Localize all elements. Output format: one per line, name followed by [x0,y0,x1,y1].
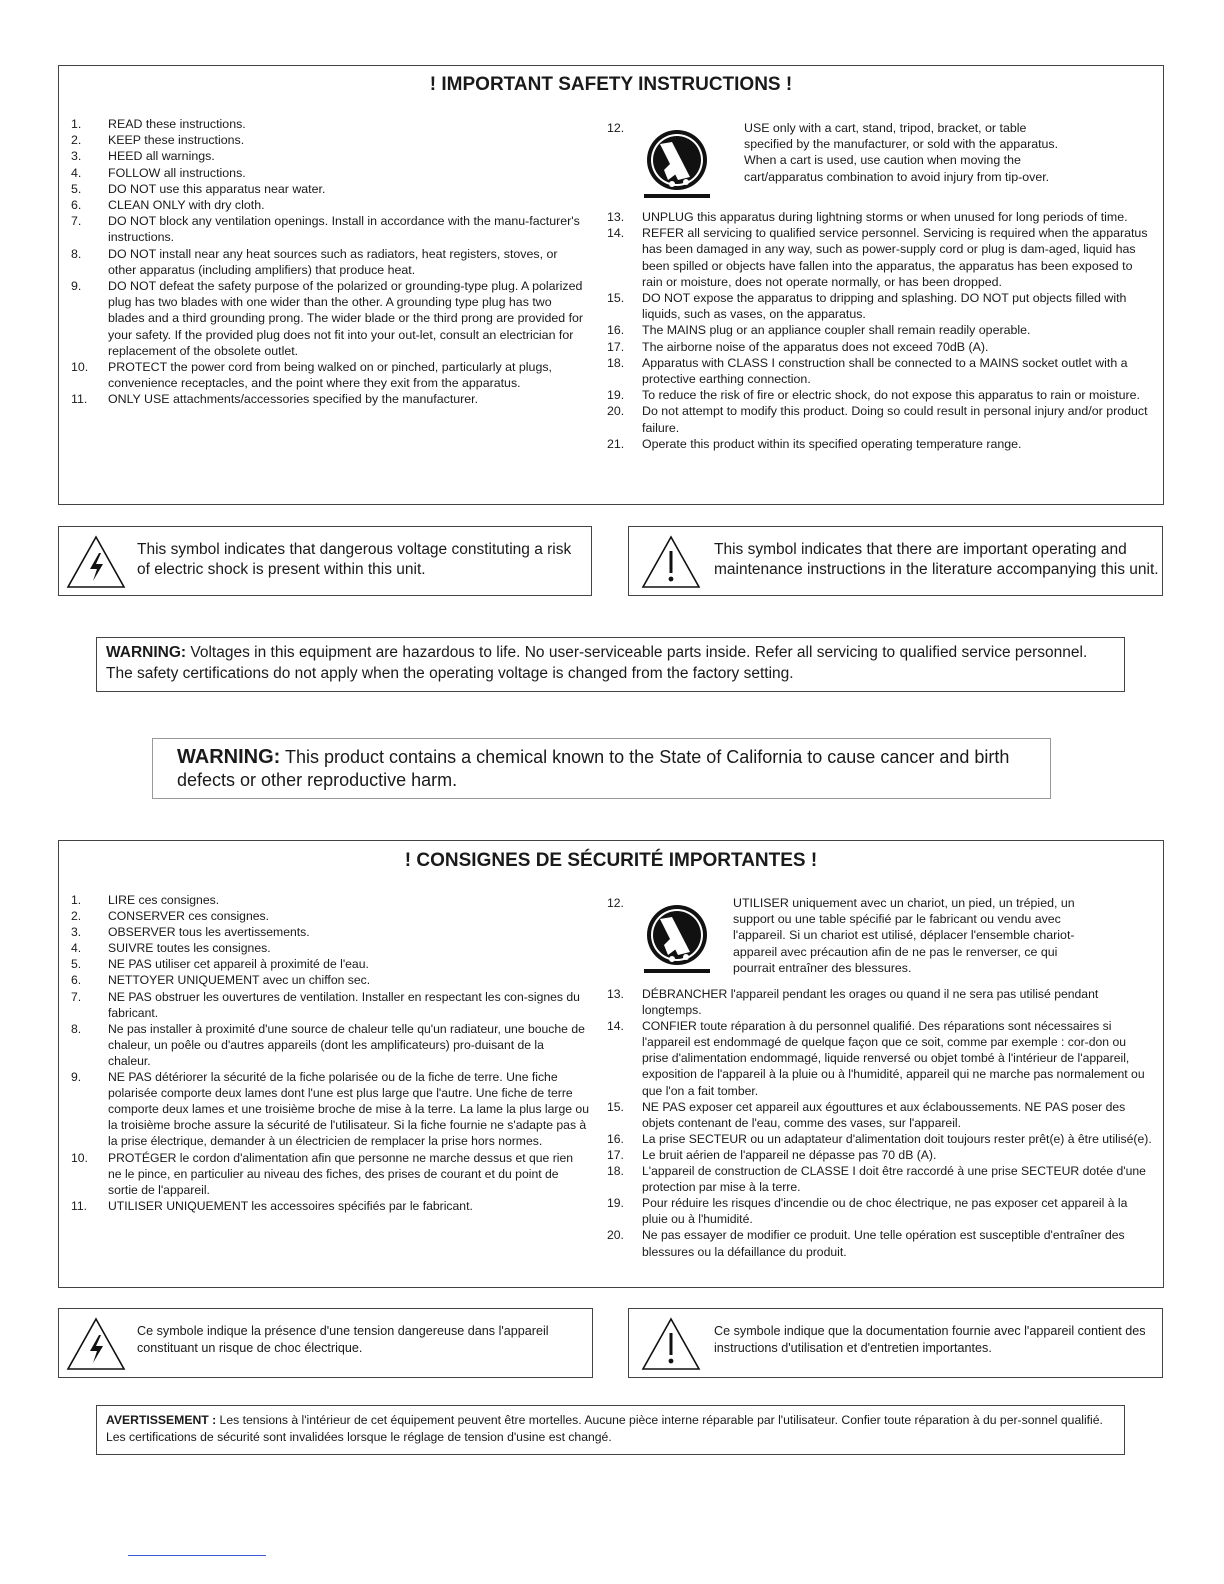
voltage-warning-text: WARNING: Voltages in this equipment are hazardous to life. No user-serviceable parts inside. Refer all servicing to qualified service personnel. The safety certifications do not apply when the operating voltage is changed from the factory setting. [106,644,1088,682]
caution-exclamation-icon [641,535,701,589]
list-item-cart: 12. USE only with a cart, stand, tripod, bracket, or table specified by the manufacturer, or sold with the apparatus. When a cart is used, use caution when moving the cart/apparatus combination to avoid injury from tip-over. [607,120,1152,209]
list-item: 9. NE PAS détériorer la sécurité de la fiche polarisée ou de la fiche de terre. Une fiche polarisée comporte deux lames dont l'une est plus large que l'autre. Une fiche de terre comporte deux lames et une troisième broche de mise à la terre. La lame la plus large ou la troisième broche assure la sécurité de l'utilisateur. Si la fiche fournie ne s'adapte pas à la prise électrique, demander à un électricien de remplacer la prise hors normes. [71,1070,589,1149]
divider-line [128,1555,266,1556]
list-item: 3. HEED all warnings. [71,149,215,164]
avertissement-text: AVERTISSEMENT : Les tensions à l'intérieur de cet équipement peuvent être mortelles. Aucune pièce interne réparable par l'utilisateur. Confier toute réparation à du per-sonnel qualifié. Les certifications de sécurité sont invalidées lorsque le réglage de tension d'usine est changé. [106,1413,1103,1444]
list-item: 14. REFER all servicing to qualified service personnel. Servicing is required when the apparatus has been damaged in any way, such as power-supply cord or plug is dam-aged, liquid has been spilled or objects have fallen into the apparatus, the apparatus has been exposed to rain or moisture, does not operate normally, or has been dropped. [607,226,1148,289]
caution-exclamation-icon [641,1317,701,1371]
list-item: 1. READ these instructions. [71,117,246,131]
list-item: 17. The airborne noise of the apparatus does not exceed 70dB (A). [607,339,989,354]
list-item: 16. La prise SECTEUR ou un adaptateur d'alimentation doit toujours rester prêt(e) à être utilisé(e). [607,1131,1152,1146]
list-item: 5. DO NOT use this apparatus near water. [71,181,326,196]
list-item: 11. ONLY USE attachments/accessories specified by the manufacturer. [71,392,479,407]
list-item: 1. LIRE ces consignes. [71,893,220,907]
list-item: 5. NE PAS utiliser cet appareil à proximité de l'eau. [71,957,369,972]
list-item: 21. Operate this product within its specified operating temperature range. [607,436,1022,451]
caution-symbol-text: Ce symbole indique que la documentation fournie avec l'appareil contient des instructions d'utilisation et d'entretien importantes. [714,1324,1146,1355]
list-item: 15. DO NOT expose the apparatus to dripping and splashing. DO NOT put objects filled with liquids, such as vases, on the apparatus. [607,291,1127,322]
voltage-warning-box [96,637,1125,692]
safety-instructions-box [58,65,1164,505]
list-item: 2. KEEP these instructions. [71,133,245,148]
cart-warning-text: UTILISER uniquement avec un chariot, un pied, un trépied, un support ou une table spécifié par le fabricant ou vendu avec l'appareil. Si un chariot est utilisé, déplacer l'ensemble chariot-appareil avec précaution afin de ne pas le renverser, ce qui pourrait entraîner des blessures. [733,896,1075,975]
shock-symbol-box-fr [58,1308,593,1378]
caution-symbol-box [628,526,1163,596]
shock-symbol-box [58,526,592,596]
caution-symbol-box-fr [628,1308,1163,1378]
list-item: 13. DÉBRANCHER l'appareil pendant les orages ou quand il ne sera pas utilisé pendant longtemps. [607,987,1099,1018]
list-item: 19. To reduce the risk of fire or electric shock, do not expose this apparatus to rain or moisture. [607,388,1140,403]
list-item: 18. L'appareil de construction de CLASSE I doit être raccordé à une prise SECTEUR dotée d'une protection par mise à la terre. [607,1164,1146,1195]
list-item: 3. OBSERVER tous les avertissements. [71,925,310,940]
list-item: 8. Ne pas installer à proximité d'une source de chaleur telle qu'un radiateur, une bouche de chaleur, un poêle ou d'autres appareils (dont les amplificateurs) pro-duisant de la chaleur. [71,1021,585,1068]
list-item: 19. Pour réduire les risques d'incendie ou de choc électrique, ne pas exposer cet appareil à la pluie ou à l'humidité. [607,1196,1128,1227]
safety-instructions-title: ! IMPORTANT SAFETY INSTRUCTIONS ! [429,74,793,95]
consignes-list-right [607,895,1152,1260]
list-item: 8. DO NOT install near any heat sources such as radiators, heat registers, stoves, or other apparatus (including amplifiers) that produce heat. [71,246,558,277]
list-item: 7. NE PAS obstruer les ouvertures de ventilation. Installer en respectant les con-signes du fabricant. [71,989,580,1020]
list-item-cart: 12. UTILISER uniquement avec un chariot, un pied, un trépied, un support ou une table spécifié par le fabricant ou vendu avec l'appareil. Si un chariot est utilisé, déplacer l'ensemble chariot-appareil avec précaution afin de ne pas le renverser, ce qui pourrait entraîner des blessures. [607,895,1152,986]
list-item: 18. Apparatus with CLASS I construction shall be connected to a MAINS socket outlet with a protective earthing connection. [607,355,1128,387]
california-warning-box [152,738,1051,799]
electric-shock-warning-icon [66,1317,126,1371]
cart-tipover-icon [642,897,712,977]
california-warning-text: WARNING: This product contains a chemical known to the State of California to cause cancer and birth defects or other reproductive harm. [177,746,1010,790]
electric-shock-warning-icon [66,535,126,589]
list-item: 7. DO NOT block any ventilation openings. Install in accordance with the manu-facturer's instructions. [71,214,580,245]
list-item: 14. CONFIER toute réparation à du personnel qualifié. Des réparations sont nécessaires si l'appareil est endommagé de quelque façon que ce soit, comme par exemple : cor-don ou prise d'alimentation endommagé, liquide renversé ou objet tombé à l'intérieur de l'appareil, exposition de l'appareil à la pluie ou à l'humidité, appareil qui ne marche pas normalement ou que l'on a fait tomber. [607,1019,1145,1098]
caution-symbol-text: This symbol indicates that there are important operating and maintenance instructions in the literature accompanying this unit. [714,541,1159,578]
list-item: 20. Do not attempt to modify this product. Doing so could result in personal injury and/or product failure. [607,404,1148,435]
list-item: 4. SUIVRE toutes les consignes. [71,941,271,956]
list-item: 17. Le bruit aérien de l'appareil ne dépasse pas 70 dB (A). [607,1147,937,1162]
consignes-list-left [59,892,589,1214]
list-item: 15. NE PAS exposer cet appareil aux égouttures et aux éclaboussements. NE PAS poser des objets contenant de l'eau, comme des vases, sur l'appareil. [607,1099,1126,1130]
list-item: 4. FOLLOW all instructions. [71,165,246,180]
safety-list-left [59,116,589,408]
list-item: 13. UNPLUG this apparatus during lightning storms or when unused for long periods of time. [607,210,1128,224]
list-item: 11. UTILISER UNIQUEMENT les accessoires spécifiés par le fabricant. [71,1198,473,1213]
list-item: 9. DO NOT defeat the safety purpose of the polarized or grounding-type plug. A polarized plug has two blades with one wider than the other. A grounding type plug has two blades and a third grounding prong. The wider blade or the third prong are provided for your safety. If the provided plug does not fit into your out-let, consult an electrician for replacement of the obsolete outlet. [71,279,584,358]
cart-tipover-icon [642,122,712,202]
list-item: 6. NETTOYER UNIQUEMENT avec un chiffon sec. [71,973,371,988]
shock-symbol-text: This symbol indicates that dangerous voltage constituting a risk of electric shock is present within this unit. [137,541,572,578]
safety-list-right [607,120,1152,452]
list-item: 6. CLEAN ONLY with dry cloth. [71,198,265,213]
list-item: 20. Ne pas essayer de modifier ce produit. Une telle opération est susceptible d'entraîner des blessures ou la défaillance du produit. [607,1228,1125,1259]
avertissement-box [96,1405,1125,1455]
shock-symbol-text: Ce symbole indique la présence d'une tension dangereuse dans l'appareil constituant un risque de choc électrique. [137,1324,549,1355]
consignes-securite-title: ! CONSIGNES DE SÉCURITÉ IMPORTANTES ! [404,850,818,871]
list-item: 10. PROTECT the power cord from being walked on or pinched, particularly at plugs, convenience receptacles, and the point where they exit from the apparatus. [71,360,552,391]
list-item: 10. PROTÉGER le cordon d'alimentation afin que personne ne marche dessus et que rien ne le pince, en particulier au niveau des fiches, des prises de courant et du point de sortie de l'appareil. [71,1150,574,1197]
list-item: 16. The MAINS plug or an appliance coupler shall remain readily operable. [607,323,1031,338]
consignes-securite-box [58,840,1164,1288]
cart-warning-text: USE only with a cart, stand, tripod, bracket, or table specified by the manufacturer, or sold with the apparatus. When a cart is used, use caution when moving the cart/apparatus combination to avoid injury from tip-over. [744,121,1059,184]
list-item: 2. CONSERVER ces consignes. [71,909,269,924]
